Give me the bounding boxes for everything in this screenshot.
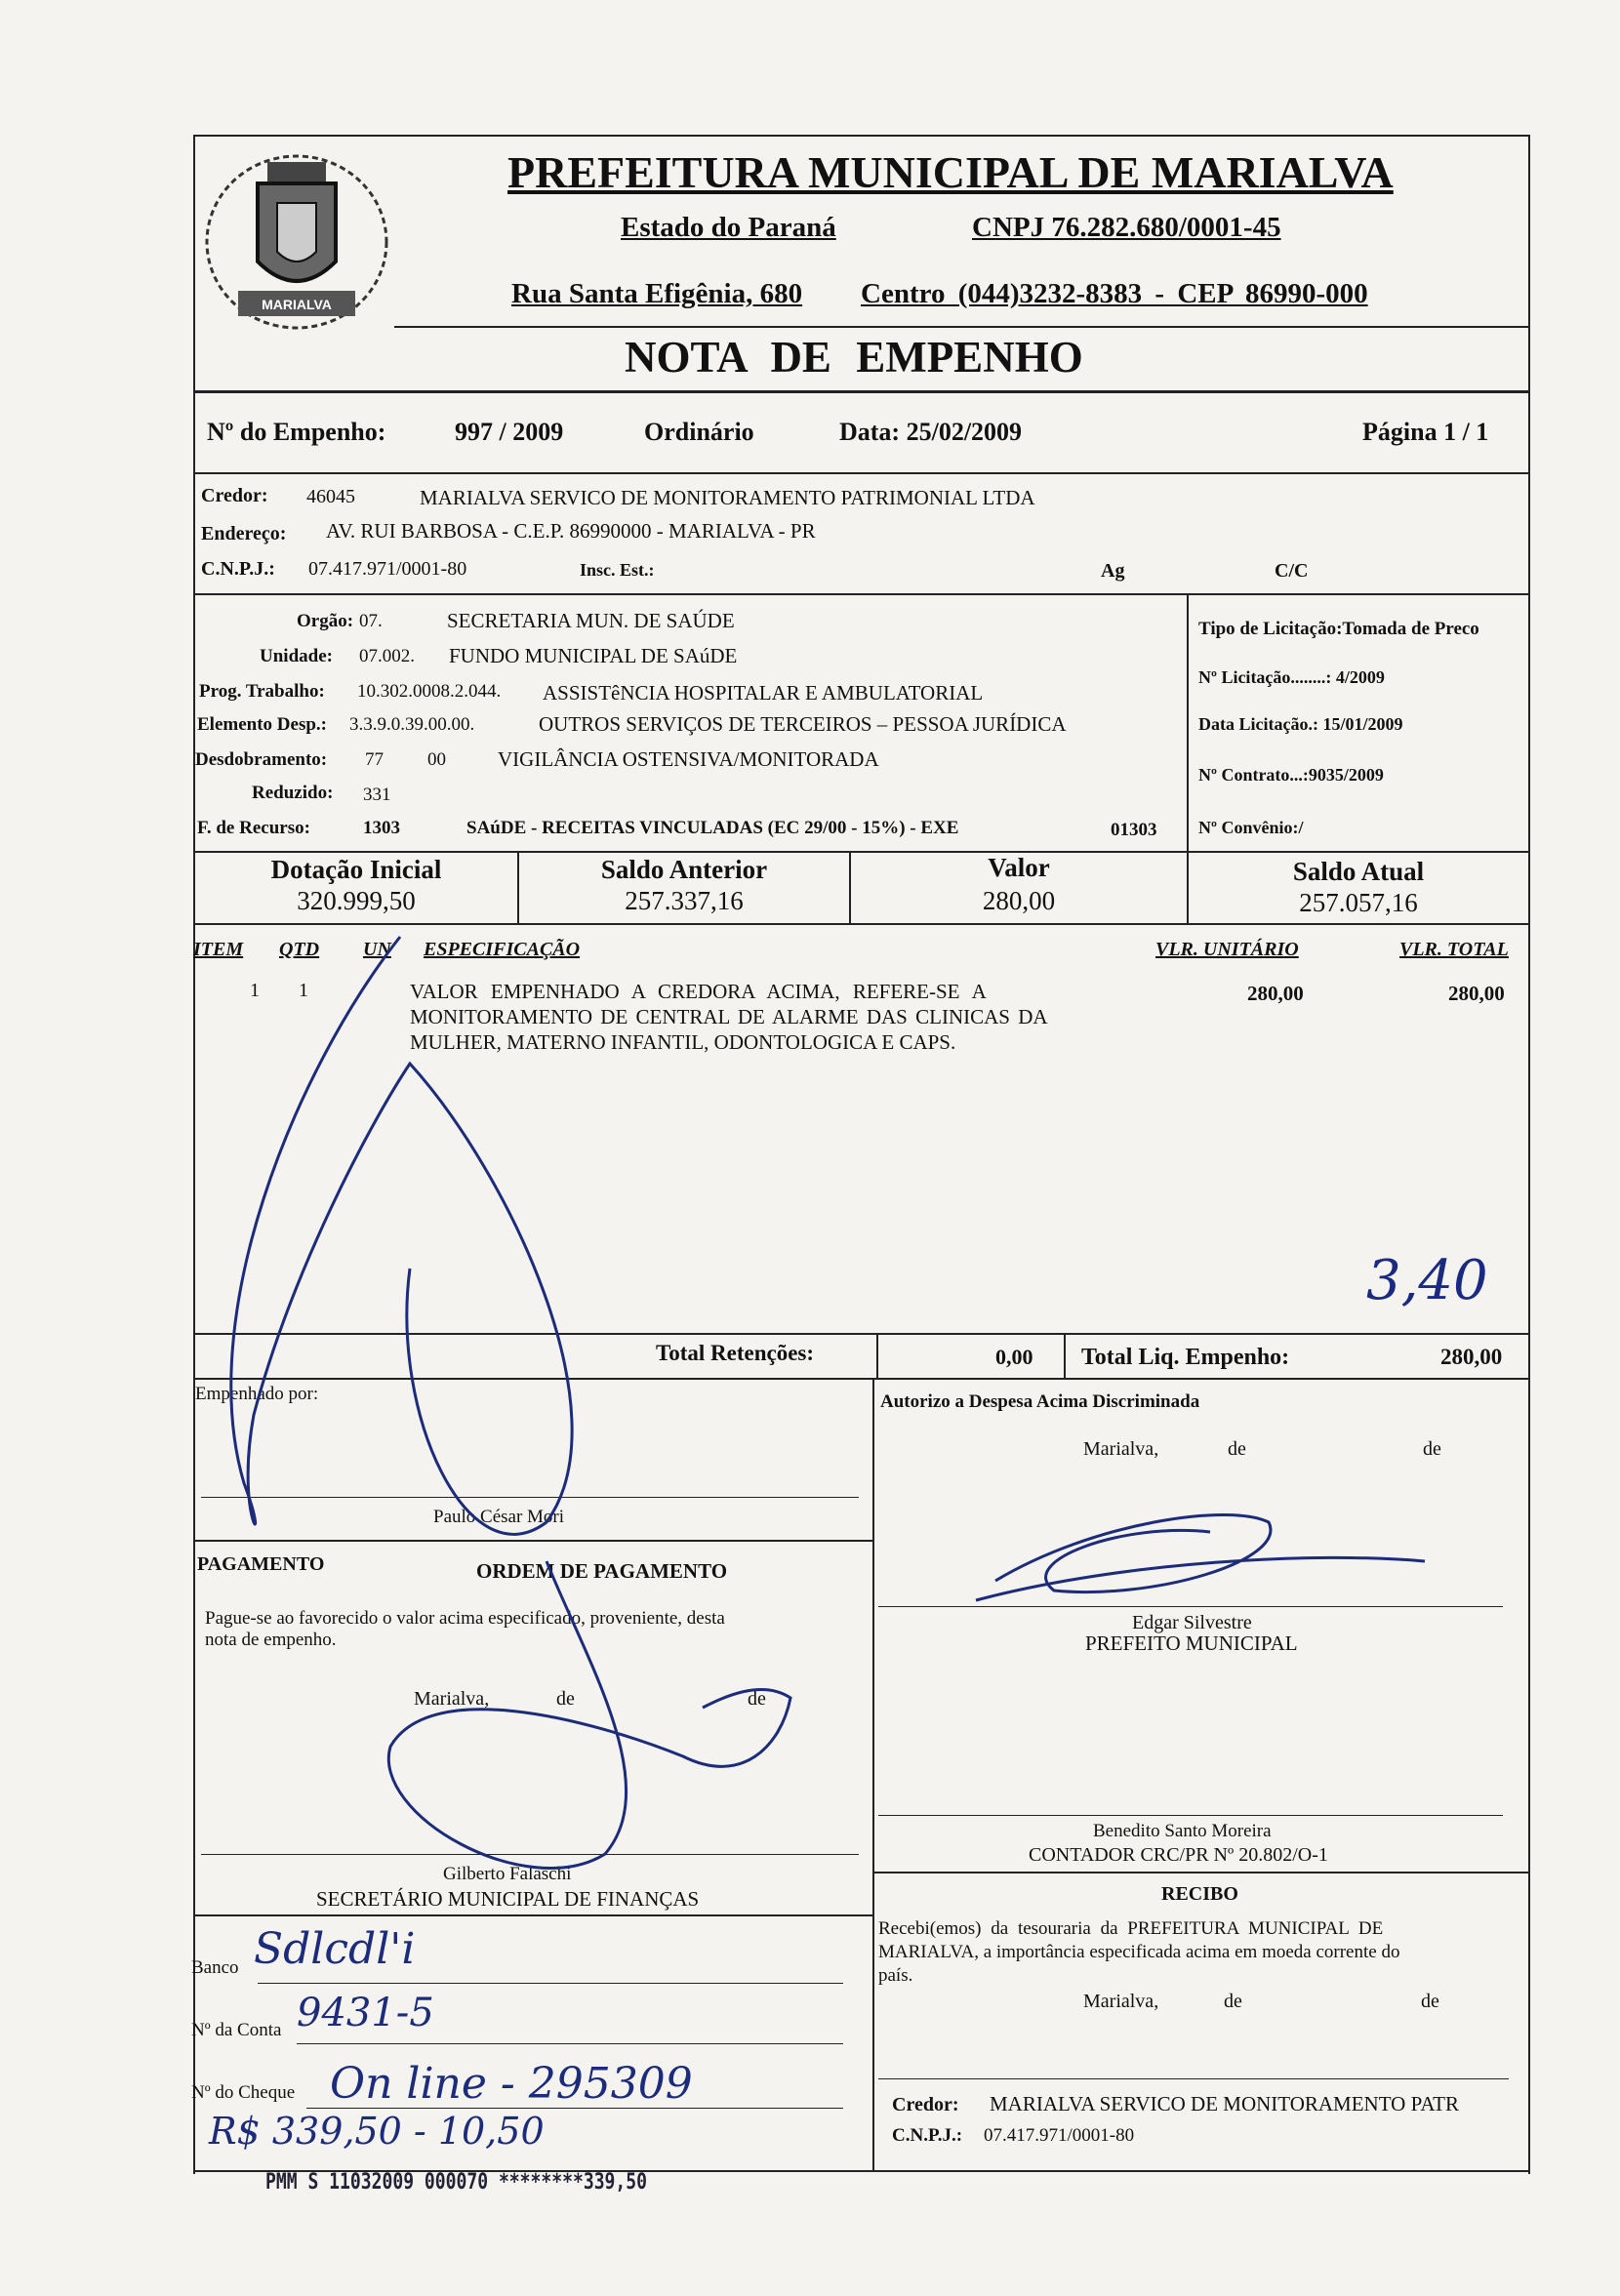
valor-value: 280,00: [982, 886, 1056, 915]
secretario-name: Gilberto Falaschi: [443, 1864, 572, 1884]
autorizo-de1: de: [1228, 1438, 1246, 1460]
desdobramento-a: 77: [365, 749, 384, 770]
unidade-desc: FUNDO MUNICIPAL DE SAúDE: [449, 644, 738, 667]
signature-line: [201, 1854, 859, 1855]
divider: [193, 390, 1530, 393]
recibo-credor-name: MARIALVA SERVICO DE MONITORAMENTO PATR: [990, 2092, 1460, 2115]
col-header-item: ITEM: [193, 939, 244, 960]
desdobramento-label: Desdobramento:: [195, 749, 328, 770]
insc-est-label: Insc. Est.:: [580, 560, 655, 580]
divider: [193, 1914, 874, 1916]
orgao-code: 07.: [359, 611, 383, 631]
table-row-item: 1: [250, 980, 260, 1001]
table-row-desc-line3: MULHER, MATERNO INFANTIL, ODONTOLOGICA E CAPS.: [410, 1030, 956, 1054]
unidade-code: 07.002.: [359, 646, 415, 666]
pagamento-label: PAGAMENTO: [197, 1553, 325, 1575]
pagamento-place: Marialva,: [414, 1688, 490, 1710]
desdobramento-b: 00: [427, 749, 446, 770]
reduzido-label: Reduzido:: [252, 783, 334, 803]
conta-line: [297, 2043, 843, 2044]
ordem-pagamento-title: ORDEM DE PAGAMENTO: [476, 1559, 728, 1583]
empenho-date: Data: 25/02/2009: [839, 418, 1023, 446]
credor-code: 46045: [306, 486, 355, 507]
cheque-label: Nº do Cheque: [191, 2082, 296, 2103]
signature-line: [878, 1815, 1503, 1816]
divider: [394, 326, 1530, 328]
prog-desc: ASSISTêNCIA HOSPITALAR E AMBULATORIAL: [543, 681, 984, 705]
divider: [193, 923, 1530, 925]
table-row-desc-line2: MONITORAMENTO DE CENTRAL DE ALARME DAS CLINICAS DA: [410, 1005, 1048, 1028]
pagamento-text-line2: nota de empenho.: [205, 1630, 337, 1650]
table-row-vlr-total: 280,00: [1448, 982, 1505, 1005]
credor-cnpj: 07.417.971/0001-80: [308, 558, 467, 580]
address-label: Endereço:: [201, 523, 287, 544]
saldo-anterior-label: Saldo Anterior: [600, 855, 768, 884]
prog-label: Prog. Trabalho:: [199, 681, 325, 702]
licitacao-data: Data Licitação.: 15/01/2009: [1198, 714, 1403, 734]
recurso-label: F. de Recurso:: [197, 818, 310, 838]
frame-left: [193, 135, 195, 2174]
recurso-code-2: 01303: [1111, 820, 1157, 840]
unidade-label: Unidade:: [260, 646, 333, 666]
pagamento-text-line1: Pague-se ao favorecido o valor acima especificado, proveniente, desta: [205, 1608, 725, 1629]
col-header-un: UN: [363, 939, 391, 960]
elemento-code: 3.3.9.0.39.00.00.: [349, 714, 475, 735]
total-liquido-value: 280,00: [1440, 1345, 1503, 1369]
autorizo-place: Marialva,: [1083, 1438, 1159, 1460]
reduzido-value: 331: [363, 785, 391, 805]
pagamento-de2: de: [748, 1688, 766, 1710]
licitacao-tipo: Tipo de Licitação:Tomada de Preco: [1198, 619, 1479, 639]
banco-line: [258, 1983, 843, 1984]
empenho-number: 997 / 2009: [455, 418, 564, 446]
contador-name: Benedito Santo Moreira: [1093, 1821, 1272, 1841]
licitacao-numero: Nº Licitação........: 4/2009: [1198, 667, 1385, 687]
divider: [193, 593, 1530, 595]
frame-right: [1528, 135, 1530, 2174]
divider: [1187, 595, 1189, 855]
recibo-cnpj: 07.417.971/0001-80: [984, 2125, 1135, 2146]
empenhado-label: Empenhado por:: [195, 1384, 319, 1404]
recurso-desc: SAúDE - RECEITAS VINCULADAS (EC 29/00 - 15%) - EXE: [466, 818, 959, 838]
saldo-anterior-value: 257.337,16: [625, 886, 744, 915]
col-header-especificacao: ESPECIFICAÇÃO: [424, 939, 581, 960]
ag-label: Ag: [1101, 560, 1125, 582]
col-header-qtd: QTD: [279, 939, 320, 960]
recurso-code: 1303: [363, 818, 400, 838]
valor-label: Valor: [988, 853, 1050, 882]
dotacao-label: Dotação Inicial: [270, 855, 442, 884]
svg-text:MARIALVA: MARIALVA: [262, 297, 332, 312]
recibo-credor-label: Credor:: [892, 2094, 959, 2115]
recibo-title: RECIBO: [1161, 1883, 1238, 1905]
desdobramento-desc: VIGILÂNCIA OSTENSIVA/MONITORADA: [498, 747, 879, 771]
secretario-title: SECRETÁRIO MUNICIPAL DE FINANÇAS: [316, 1887, 700, 1911]
cheque-value: On line - 295309: [330, 2059, 693, 2109]
municipal-crest: [199, 144, 394, 340]
col-header-vlr-total: VLR. TOTAL: [1399, 939, 1509, 960]
recibo-de1: de: [1224, 1991, 1242, 2012]
credor-label: Credor:: [201, 485, 268, 506]
pagamento-de1: de: [556, 1688, 575, 1710]
autorizo-label: Autorizo a Despesa Acima Discriminada: [880, 1391, 1200, 1412]
cnpj-label: C.N.P.J.:: [201, 558, 275, 580]
prog-code: 10.302.0008.2.044.: [357, 681, 502, 702]
page-indicator: Página 1 / 1: [1362, 418, 1489, 446]
empenhado-name: Paulo César Mori: [433, 1507, 565, 1527]
table-row-vlr-unitario: 280,00: [1247, 982, 1304, 1005]
col-header-vlr-unitario: VLR. UNITÁRIO: [1155, 939, 1299, 960]
total-retencoes-label: Total Retenções:: [656, 1341, 815, 1365]
conta-label: Nº da Conta: [191, 2020, 282, 2040]
cc-label: C/C: [1275, 560, 1309, 582]
payment-stamp: PMM S 11032009 000070 ********339,50: [265, 2170, 647, 2195]
banco-value: Sdlcdl'i: [254, 1924, 416, 1974]
recibo-text-line3: país.: [878, 1965, 913, 1986]
state-label: Estado do Paraná: [621, 212, 836, 243]
divider: [193, 1378, 1530, 1380]
address-street: Rua Santa Efigênia, 680: [511, 278, 803, 309]
credor-name: MARIALVA SERVICO DE MONITORAMENTO PATRIMONIAL LTDA: [420, 486, 1035, 509]
saldo-atual-label: Saldo Atual: [1292, 857, 1425, 886]
conta-value: 9431-5: [297, 1991, 434, 2035]
handwritten-amount: R$ 339,50 - 10,50: [209, 2110, 545, 2153]
contrato-numero: Nº Contrato...:9035/2009: [1198, 765, 1384, 785]
convenio-numero: Nº Convênio:/: [1198, 818, 1304, 837]
orgao-desc: SECRETARIA MUN. DE SAÚDE: [447, 609, 735, 632]
handwritten-note: 3,40: [1366, 1249, 1488, 1312]
total-retencoes-value: 0,00: [995, 1345, 1033, 1369]
elemento-label: Elemento Desp.:: [197, 714, 327, 735]
divider: [876, 1333, 878, 1380]
recibo-place: Marialva,: [1083, 1991, 1159, 2012]
prefeito-title: PREFEITO MUNICIPAL: [1085, 1631, 1298, 1655]
divider: [193, 472, 1530, 474]
signature-line: [878, 1606, 1503, 1607]
table-row-qtd: 1: [299, 980, 308, 1001]
contador-title: CONTADOR CRC/PR Nº 20.802/O-1: [1029, 1844, 1328, 1866]
signature-line: [878, 2078, 1509, 2079]
divider: [872, 1380, 874, 2170]
empenho-label: Nº do Empenho:: [207, 418, 386, 446]
divider: [1064, 1333, 1066, 1380]
table-row-desc-line1: VALOR EMPENHADO A CREDORA ACIMA, REFERE-SE A: [410, 980, 987, 1003]
frame-top: [193, 135, 1530, 137]
dotacao-value: 320.999,50: [297, 886, 416, 915]
divider: [874, 1872, 1530, 1873]
saldo-atual-value: 257.057,16: [1299, 888, 1418, 917]
prefeito-name: Edgar Silvestre: [1132, 1612, 1252, 1633]
cnpj-header: CNPJ 76.282.680/0001-45: [972, 212, 1281, 243]
recibo-text-line1: Recebi(emos) da tesouraria da PREFEITURA MUNICIPAL DE: [878, 1918, 1384, 1939]
page-title: PREFEITURA MUNICIPAL DE MARIALVA: [507, 147, 1394, 197]
elemento-desc: OUTROS SERVIÇOS DE TERCEIROS – PESSOA JURÍDICA: [539, 712, 1067, 736]
total-liquido-label: Total Liq. Empenho:: [1081, 1345, 1290, 1370]
orgao-label: Orgão:: [297, 611, 354, 631]
autorizo-de2: de: [1423, 1438, 1441, 1460]
recibo-cnpj-label: C.N.P.J.:: [892, 2125, 963, 2146]
document-title: NOTA DE EMPENHO: [625, 333, 1083, 382]
banco-label: Banco: [191, 1957, 239, 1978]
divider: [193, 1333, 1530, 1335]
divider: [193, 1540, 874, 1542]
address-contact: Centro (044)3232-8383 - CEP 86990-000: [861, 278, 1368, 309]
credor-address: AV. RUI BARBOSA - C.E.P. 86990000 - MARIALVA - PR: [326, 519, 816, 543]
empenho-type: Ordinário: [644, 418, 754, 446]
recibo-text-line2: MARIALVA, a importância especificada acima em moeda corrente do: [878, 1942, 1400, 1962]
recibo-de2: de: [1421, 1991, 1439, 2012]
signature-line: [201, 1497, 859, 1498]
